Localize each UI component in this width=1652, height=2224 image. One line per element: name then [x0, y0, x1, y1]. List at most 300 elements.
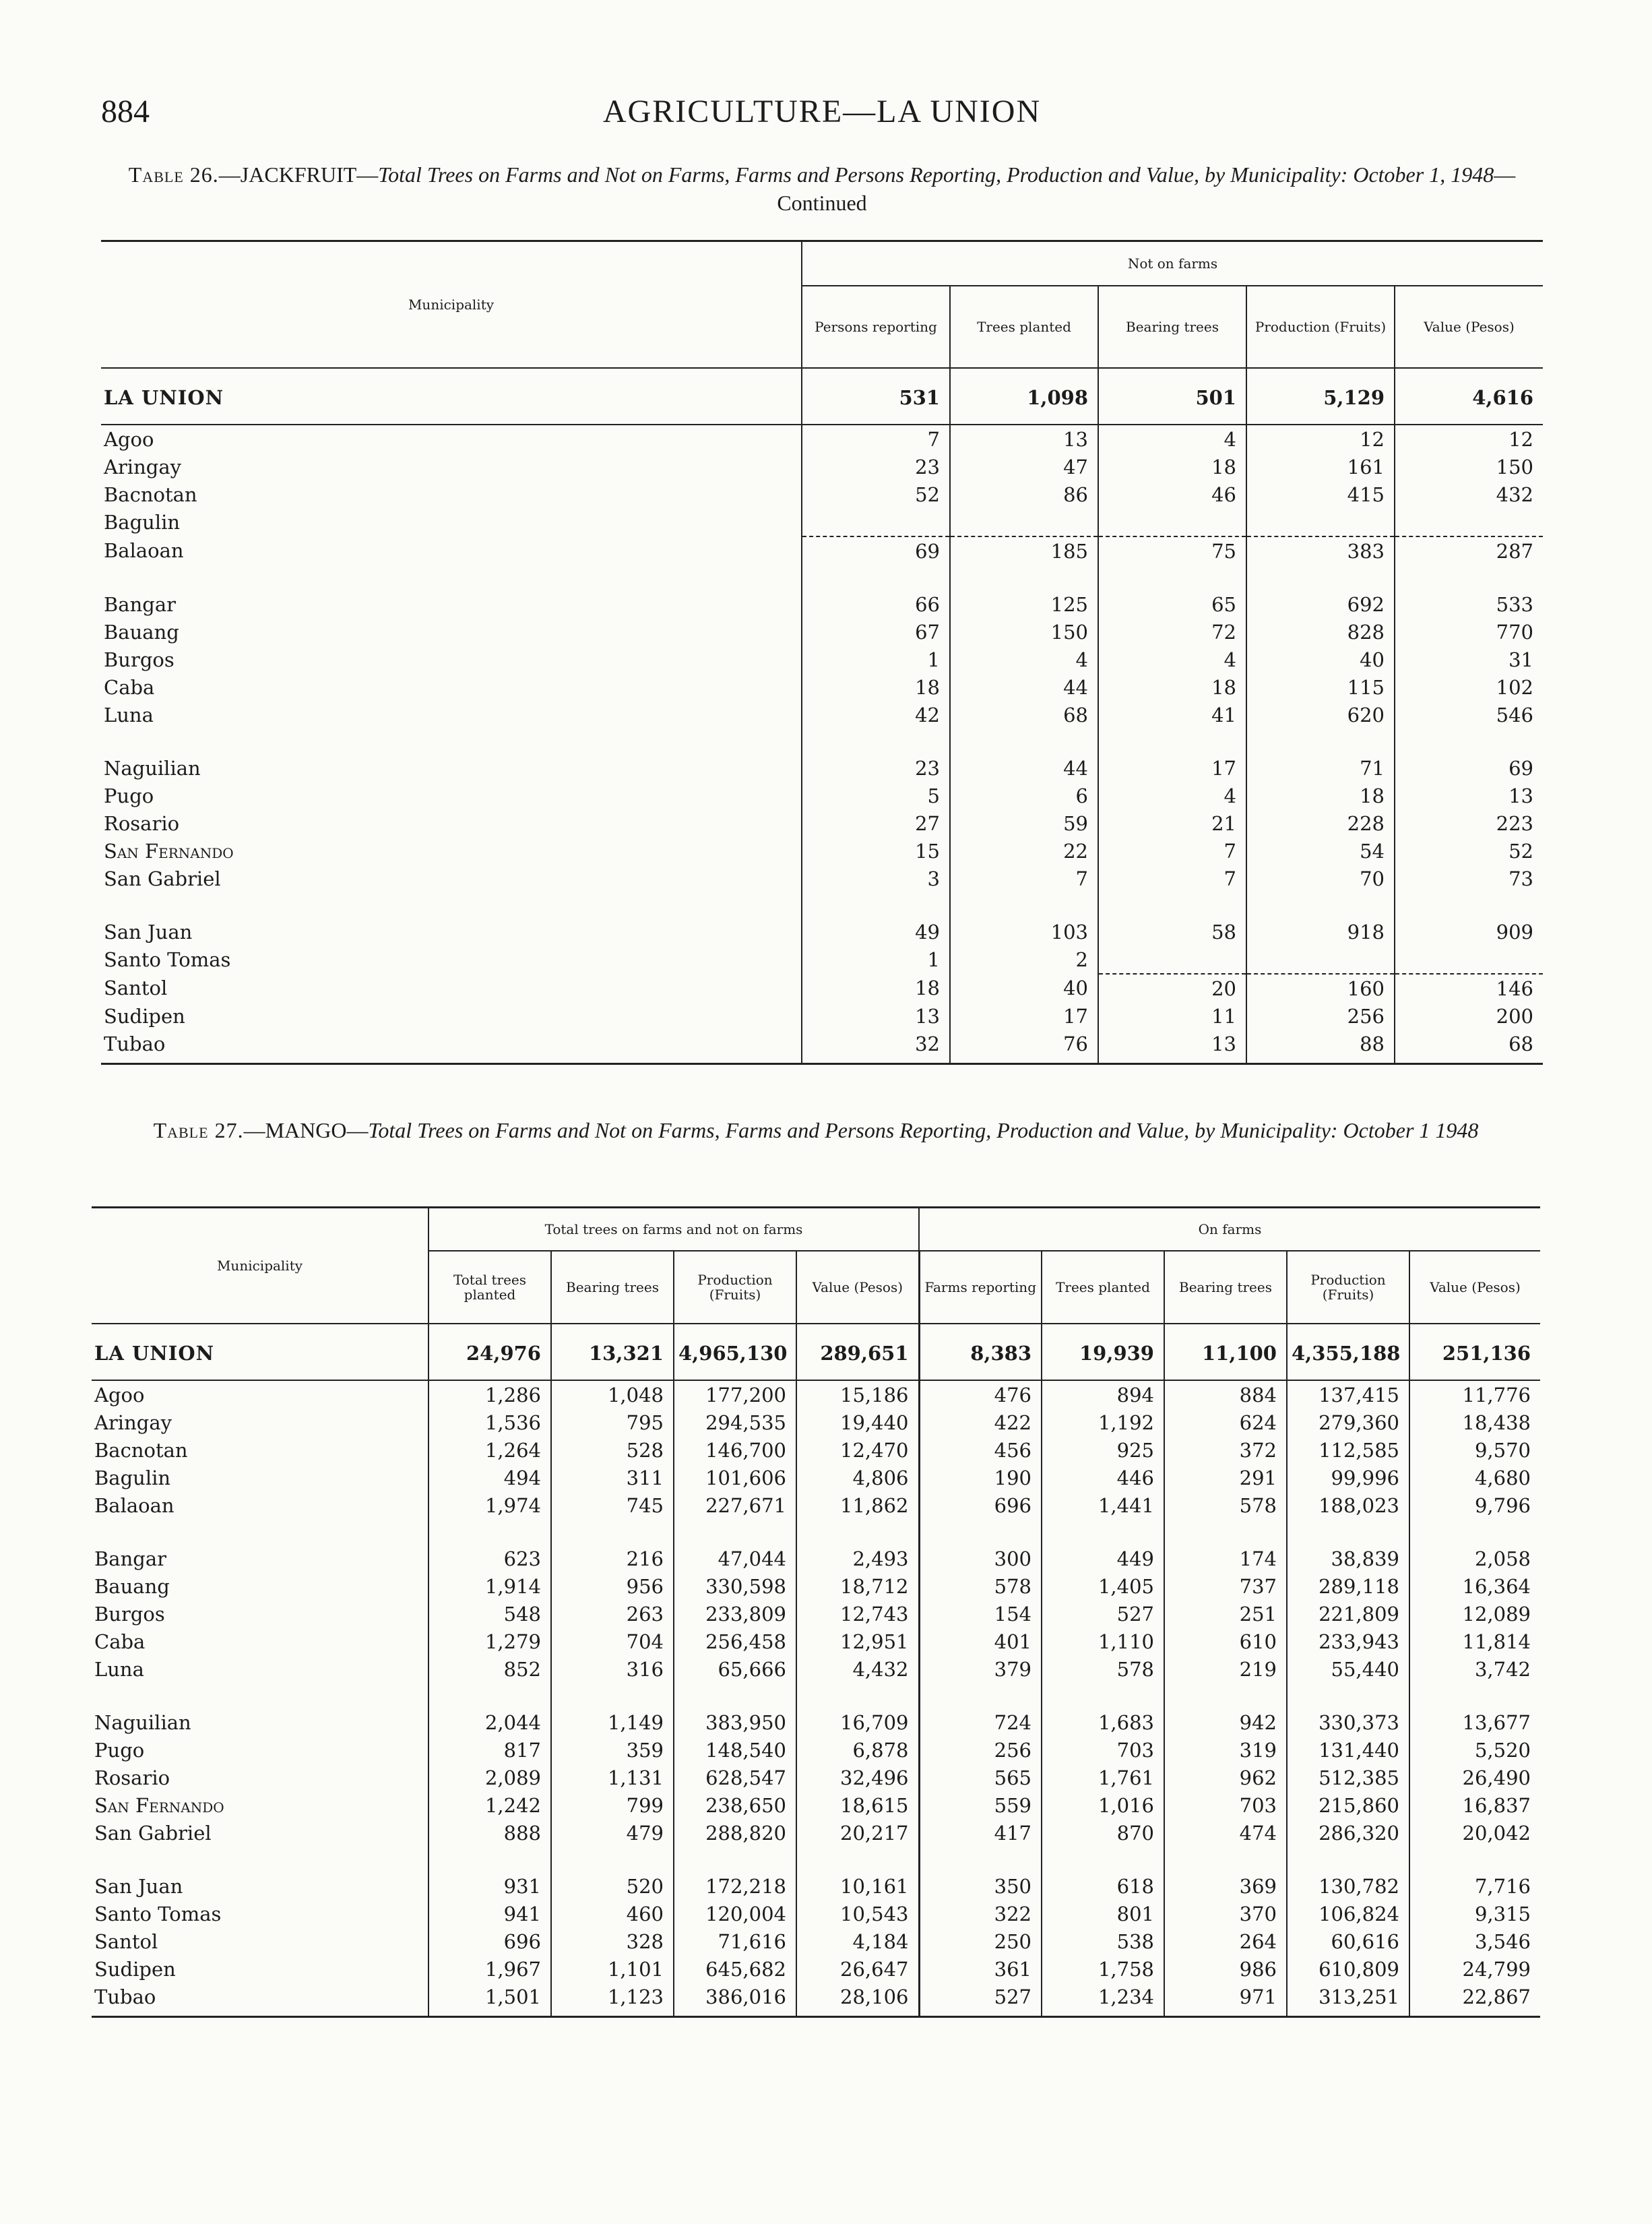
t27-cell-bearing-trees: 737 — [1164, 1572, 1287, 1600]
t26-cell-bearing-trees — [1098, 946, 1246, 974]
t27-cell-bearing-trees: 610 — [1164, 1628, 1287, 1655]
t27-cell-value-pesos: 15,186 — [796, 1380, 919, 1409]
t27-cell-trees-planted: 538 — [1042, 1927, 1164, 1955]
t27-cell-trees-planted: 1,234 — [1042, 1983, 1164, 2010]
t27-cell-production-fruits: 106,824 — [1287, 1900, 1409, 1927]
t26-cell-value-pesos: 12 — [1395, 425, 1543, 453]
t27-cell-production-fruits: 4,965,130 — [674, 1334, 796, 1373]
t26-cell-trees-planted — [950, 508, 1098, 536]
t27-cell-value-pesos: 3,742 — [1409, 1655, 1540, 1683]
t27-cell-value-pesos: 26,647 — [796, 1955, 919, 1983]
t27-cell-production-fruits: 99,996 — [1287, 1464, 1409, 1491]
t27-cell-production-fruits: 238,650 — [674, 1791, 796, 1819]
t27-cell-trees-planted: 1,758 — [1042, 1955, 1164, 1983]
t27-cell-farms-reporting: 578 — [919, 1572, 1042, 1600]
t27-cell-bearing-trees: 319 — [1164, 1736, 1287, 1764]
t27-cell-bearing-trees: 219 — [1164, 1655, 1287, 1683]
t27-cell-production-fruits: 288,820 — [674, 1819, 796, 1847]
t26-cell-bearing-trees: 18 — [1098, 673, 1246, 701]
t27-cell-value-pesos: 2,493 — [796, 1545, 919, 1572]
t27-cell-value-pesos: 9,315 — [1409, 1900, 1540, 1927]
t26-cell-persons-reporting: 1 — [802, 646, 950, 673]
t26-cell-value-pesos: 69 — [1395, 754, 1543, 782]
municipality-name: Santo Tomas — [94, 1902, 222, 1925]
t26-cell-bearing-trees: 13 — [1098, 1030, 1246, 1057]
municipality-name: Balaoan — [104, 539, 184, 562]
t26-cell-bearing-trees: 72 — [1098, 618, 1246, 646]
table27-header-on-farms: On farms — [919, 1208, 1540, 1252]
t27-cell-value-pesos: 251,136 — [1409, 1334, 1540, 1373]
municipality-name: Bauang — [94, 1574, 170, 1598]
t27-cell-bearing-trees: 372 — [1164, 1436, 1287, 1464]
t27-cell-trees-planted: 1,110 — [1042, 1628, 1164, 1655]
t27-cell-total-trees-planted: 1,914 — [428, 1572, 551, 1600]
t26-cell-trees-planted: 150 — [950, 618, 1098, 646]
t27-col-trees-planted: Trees planted — [1042, 1251, 1164, 1324]
municipality-name: Naguilian — [94, 1710, 191, 1734]
t27-cell-farms-reporting: 300 — [919, 1545, 1042, 1572]
municipality-name: Caba — [94, 1630, 146, 1653]
municipality-name: Caba — [104, 675, 155, 699]
t27-cell-total-trees-planted: 931 — [428, 1872, 551, 1900]
t26-row-caba — [101, 673, 1543, 701]
t26-cell-bearing-trees: 4 — [1098, 646, 1246, 673]
t27-cell-production-fruits: 177,200 — [674, 1380, 796, 1409]
t27-cell-production-fruits: 233,809 — [674, 1600, 796, 1628]
t27-cell-value-pesos: 16,837 — [1409, 1791, 1540, 1819]
table27 — [92, 1206, 1540, 2018]
table27-header-municipality: Municipality — [92, 1208, 428, 1324]
t26-cell-value-pesos — [1395, 946, 1543, 974]
t26-cell-persons-reporting: 531 — [802, 378, 950, 417]
t27-row-bagulin — [92, 1464, 1540, 1491]
t26-row-bagulin — [101, 508, 1543, 536]
t27-cell-bearing-trees: 799 — [551, 1791, 674, 1819]
t26-cell-persons-reporting: 18 — [802, 673, 950, 701]
t27-cell-value-pesos: 9,570 — [1409, 1436, 1540, 1464]
t26-cell-trees-planted: 59 — [950, 809, 1098, 837]
t26-cell-production-fruits — [1246, 946, 1395, 974]
t27-row-sudipen — [92, 1955, 1540, 1983]
t26-cell-trees-planted: 47 — [950, 453, 1098, 481]
t26-cell-persons-reporting — [802, 508, 950, 536]
t27-cell-bearing-trees: 359 — [551, 1736, 674, 1764]
t27-cell-production-fruits: 38,839 — [1287, 1545, 1409, 1572]
t26-cell-value-pesos: 52 — [1395, 837, 1543, 865]
t27-cell-value-pesos: 12,743 — [796, 1600, 919, 1628]
t26-cell-production-fruits: 160 — [1246, 974, 1395, 1002]
t27-cell-total-trees-planted: 2,044 — [428, 1708, 551, 1736]
t26-row-san-fernando — [101, 837, 1543, 865]
t27-row-pugo — [92, 1736, 1540, 1764]
t27-cell-total-trees-planted: 817 — [428, 1736, 551, 1764]
municipality-name: Pugo — [94, 1738, 145, 1762]
t26-cell-bearing-trees: 75 — [1098, 536, 1246, 565]
t27-col-bearing-trees: Bearing trees — [551, 1251, 674, 1324]
t26-cell-persons-reporting: 5 — [802, 782, 950, 809]
t27-row-san-juan — [92, 1872, 1540, 1900]
municipality-name: San Fernando — [104, 839, 234, 863]
t27-cell-production-fruits: 233,943 — [1287, 1628, 1409, 1655]
t27-cell-bearing-trees: 316 — [551, 1655, 674, 1683]
t26-cell-persons-reporting: 23 — [802, 453, 950, 481]
t27-cell-bearing-trees: 11,100 — [1164, 1334, 1287, 1373]
t26-cell-value-pesos: 200 — [1395, 1002, 1543, 1030]
t26-cell-trees-planted: 22 — [950, 837, 1098, 865]
t27-cell-bearing-trees: 1,131 — [551, 1764, 674, 1791]
t27-cell-production-fruits: 330,373 — [1287, 1708, 1409, 1736]
t27-cell-bearing-trees: 370 — [1164, 1900, 1287, 1927]
t27-cell-bearing-trees: 884 — [1164, 1380, 1287, 1409]
t27-row-san-fernando — [92, 1791, 1540, 1819]
t26-cell-bearing-trees: 4 — [1098, 425, 1246, 453]
t26-col-bearing-trees: Bearing trees — [1098, 286, 1246, 368]
t26-cell-production-fruits: 12 — [1246, 425, 1395, 453]
t27-cell-value-pesos: 5,520 — [1409, 1736, 1540, 1764]
t26-cell-value-pesos: 31 — [1395, 646, 1543, 673]
t27-cell-bearing-trees: 745 — [551, 1491, 674, 1519]
t26-cell-production-fruits: 54 — [1246, 837, 1395, 865]
t26-cell-bearing-trees: 58 — [1098, 918, 1246, 946]
t27-cell-trees-planted: 19,939 — [1042, 1334, 1164, 1373]
t27-cell-value-pesos: 18,712 — [796, 1572, 919, 1600]
t27-cell-bearing-trees: 795 — [551, 1409, 674, 1436]
t27-cell-value-pesos: 19,440 — [796, 1409, 919, 1436]
t26-row-agoo — [101, 425, 1543, 453]
t27-cell-total-trees-planted: 623 — [428, 1545, 551, 1572]
t27-cell-production-fruits: 383,950 — [674, 1708, 796, 1736]
t26-cell-trees-planted: 1,098 — [950, 378, 1098, 417]
t26-cell-production-fruits — [1246, 508, 1395, 536]
t26-cell-production-fruits: 70 — [1246, 865, 1395, 892]
t27-cell-bearing-trees: 986 — [1164, 1955, 1287, 1983]
municipality-name: Aringay — [104, 455, 181, 478]
table27-header-total-trees: Total trees on farms and not on farms — [428, 1208, 919, 1252]
t27-cell-value-pesos: 10,161 — [796, 1872, 919, 1900]
t26-cell-production-fruits: 415 — [1246, 481, 1395, 508]
t26-cell-production-fruits: 828 — [1246, 618, 1395, 646]
t27-row-burgos — [92, 1600, 1540, 1628]
t26-cell-value-pesos: 150 — [1395, 453, 1543, 481]
table26-caption-subject: —JACKFRUIT— — [218, 162, 379, 187]
t27-cell-farms-reporting: 350 — [919, 1872, 1042, 1900]
municipality-name: Bangar — [104, 592, 176, 616]
t26-cell-value-pesos: 102 — [1395, 673, 1543, 701]
t26-cell-bearing-trees: 20 — [1098, 974, 1246, 1002]
t26-row-san-gabriel — [101, 865, 1543, 892]
t26-cell-bearing-trees: 65 — [1098, 590, 1246, 618]
t27-cell-trees-planted: 446 — [1042, 1464, 1164, 1491]
t26-cell-value-pesos: 287 — [1395, 536, 1543, 565]
t26-cell-trees-planted: 76 — [950, 1030, 1098, 1057]
t27-row-tubao — [92, 1983, 1540, 2010]
t27-cell-bearing-trees: 1,101 — [551, 1955, 674, 1983]
municipality-name: San Gabriel — [94, 1821, 212, 1845]
t26-cell-trees-planted: 6 — [950, 782, 1098, 809]
t27-cell-production-fruits: 146,700 — [674, 1436, 796, 1464]
t27-cell-production-fruits: 512,385 — [1287, 1764, 1409, 1791]
t27-row-naguilian — [92, 1708, 1540, 1736]
t26-cell-trees-planted: 86 — [950, 481, 1098, 508]
municipality-name: Bauang — [104, 620, 179, 644]
table27-body — [92, 1324, 1540, 2017]
municipality-name: Naguilian — [104, 756, 201, 780]
t26-cell-production-fruits: 115 — [1246, 673, 1395, 701]
t27-cell-value-pesos: 11,862 — [796, 1491, 919, 1519]
t26-row-bauang — [101, 618, 1543, 646]
t27-cell-farms-reporting: 190 — [919, 1464, 1042, 1491]
municipality-name: San Juan — [104, 920, 193, 944]
t26-col-persons-reporting: Persons reporting — [802, 286, 950, 368]
t27-cell-value-pesos: 11,776 — [1409, 1380, 1540, 1409]
t26-cell-value-pesos: 533 — [1395, 590, 1543, 618]
t26-cell-trees-planted: 44 — [950, 673, 1098, 701]
municipality-name: Burgos — [104, 648, 174, 671]
t26-cell-bearing-trees — [1098, 508, 1246, 536]
t27-cell-trees-planted: 801 — [1042, 1900, 1164, 1927]
t27-row-agoo — [92, 1380, 1540, 1409]
municipality-name: Luna — [94, 1657, 144, 1681]
t27-cell-production-fruits: 148,540 — [674, 1736, 796, 1764]
t26-cell-persons-reporting: 69 — [802, 536, 950, 565]
t26-cell-bearing-trees: 18 — [1098, 453, 1246, 481]
t27-cell-value-pesos: 10,543 — [796, 1900, 919, 1927]
t27-cell-bearing-trees: 1,048 — [551, 1380, 674, 1409]
t27-cell-farms-reporting: 250 — [919, 1927, 1042, 1955]
t26-row-rosario — [101, 809, 1543, 837]
t27-cell-bearing-trees: 704 — [551, 1628, 674, 1655]
t27-cell-total-trees-planted: 1,536 — [428, 1409, 551, 1436]
t27-cell-farms-reporting: 379 — [919, 1655, 1042, 1683]
t27-cell-production-fruits: 227,671 — [674, 1491, 796, 1519]
t26-cell-persons-reporting: 13 — [802, 1002, 950, 1030]
municipality-name: San Fernando — [94, 1793, 224, 1817]
t27-cell-total-trees-planted: 1,974 — [428, 1491, 551, 1519]
t27-cell-value-pesos: 12,089 — [1409, 1600, 1540, 1628]
t27-cell-bearing-trees: 251 — [1164, 1600, 1287, 1628]
t27-cell-farms-reporting: 696 — [919, 1491, 1042, 1519]
t27-cell-production-fruits: 47,044 — [674, 1545, 796, 1572]
t27-cell-bearing-trees: 311 — [551, 1464, 674, 1491]
t27-cell-production-fruits: 137,415 — [1287, 1380, 1409, 1409]
t27-cell-production-fruits: 221,809 — [1287, 1600, 1409, 1628]
municipality-name: Santol — [94, 1929, 158, 1953]
t27-cell-total-trees-planted: 1,501 — [428, 1983, 551, 2010]
t27-col-bearing-trees: Bearing trees — [1164, 1251, 1287, 1324]
t27-row-santo-tomas — [92, 1900, 1540, 1927]
municipality-name: Balaoan — [94, 1493, 174, 1517]
municipality-name: Agoo — [104, 427, 154, 451]
t27-cell-production-fruits: 4,355,188 — [1287, 1334, 1409, 1373]
t27-cell-trees-planted: 1,683 — [1042, 1708, 1164, 1736]
t26-cell-value-pesos: 73 — [1395, 865, 1543, 892]
t26-row-santo-tomas — [101, 946, 1543, 974]
t27-cell-farms-reporting: 476 — [919, 1380, 1042, 1409]
t27-cell-total-trees-planted: 1,279 — [428, 1628, 551, 1655]
t26-row-aringay — [101, 453, 1543, 481]
t26-cell-bearing-trees: 7 — [1098, 865, 1246, 892]
t26-row-tubao — [101, 1030, 1543, 1057]
t27-row-santol — [92, 1927, 1540, 1955]
t26-cell-value-pesos: 909 — [1395, 918, 1543, 946]
t27-cell-bearing-trees: 971 — [1164, 1983, 1287, 2010]
t27-row-san-gabriel — [92, 1819, 1540, 1847]
t27-cell-bearing-trees: 962 — [1164, 1764, 1287, 1791]
t26-cell-production-fruits: 383 — [1246, 536, 1395, 565]
municipality-name: Rosario — [104, 811, 180, 835]
t27-cell-value-pesos: 18,615 — [796, 1791, 919, 1819]
t26-cell-bearing-trees: 41 — [1098, 701, 1246, 729]
t27-cell-value-pesos: 4,680 — [1409, 1464, 1540, 1491]
t27-cell-value-pesos: 22,867 — [1409, 1983, 1540, 2010]
t27-cell-production-fruits: 120,004 — [674, 1900, 796, 1927]
t26-cell-persons-reporting: 32 — [802, 1030, 950, 1057]
t26-total-row — [101, 378, 1543, 417]
table26 — [101, 240, 1543, 1065]
t26-cell-persons-reporting: 42 — [802, 701, 950, 729]
t27-cell-production-fruits: 55,440 — [1287, 1655, 1409, 1683]
t27-cell-total-trees-planted: 1,967 — [428, 1955, 551, 1983]
t27-cell-bearing-trees: 956 — [551, 1572, 674, 1600]
municipality-name: Bagulin — [94, 1466, 171, 1489]
t26-cell-trees-planted: 103 — [950, 918, 1098, 946]
t27-cell-trees-planted: 1,192 — [1042, 1409, 1164, 1436]
t27-cell-production-fruits: 188,023 — [1287, 1491, 1409, 1519]
t27-cell-value-pesos: 7,716 — [1409, 1872, 1540, 1900]
t27-cell-production-fruits: 215,860 — [1287, 1791, 1409, 1819]
t27-cell-bearing-trees: 474 — [1164, 1819, 1287, 1847]
municipality-name: Luna — [104, 703, 154, 727]
t26-cell-value-pesos: 770 — [1395, 618, 1543, 646]
t27-cell-value-pesos: 2,058 — [1409, 1545, 1540, 1572]
t27-cell-bearing-trees: 264 — [1164, 1927, 1287, 1955]
t26-cell-bearing-trees: 11 — [1098, 1002, 1246, 1030]
t26-col-production-fruits: Production (Fruits) — [1246, 286, 1395, 368]
municipality-name: Rosario — [94, 1766, 170, 1789]
t27-cell-production-fruits: 286,320 — [1287, 1819, 1409, 1847]
t26-cell-bearing-trees: 7 — [1098, 837, 1246, 865]
t27-cell-farms-reporting: 559 — [919, 1791, 1042, 1819]
t27-col-value-pesos: Value (Pesos) — [796, 1251, 919, 1324]
t27-cell-bearing-trees: 1,149 — [551, 1708, 674, 1736]
t27-cell-farms-reporting: 361 — [919, 1955, 1042, 1983]
t26-col-trees-planted: Trees planted — [950, 286, 1098, 368]
municipality-name: San Juan — [94, 1874, 183, 1898]
t26-row-burgos — [101, 646, 1543, 673]
t27-cell-trees-planted: 578 — [1042, 1655, 1164, 1683]
t27-row-caba — [92, 1628, 1540, 1655]
t27-cell-bearing-trees: 703 — [1164, 1791, 1287, 1819]
municipality-name: Tubao — [94, 1985, 156, 2008]
t27-cell-value-pesos: 6,878 — [796, 1736, 919, 1764]
t26-cell-trees-planted: 68 — [950, 701, 1098, 729]
t27-cell-production-fruits: 256,458 — [674, 1628, 796, 1655]
municipality-name: Bacnotan — [104, 483, 197, 506]
t27-row-bacnotan — [92, 1436, 1540, 1464]
t27-cell-production-fruits: 172,218 — [674, 1872, 796, 1900]
t27-cell-trees-planted: 527 — [1042, 1600, 1164, 1628]
t26-cell-trees-planted: 125 — [950, 590, 1098, 618]
t27-col-value-pesos: Value (Pesos) — [1409, 1251, 1540, 1324]
t26-cell-persons-reporting: 18 — [802, 974, 950, 1002]
t26-cell-value-pesos: 546 — [1395, 701, 1543, 729]
t27-cell-farms-reporting: 322 — [919, 1900, 1042, 1927]
municipality-name: Santol — [104, 977, 168, 999]
t27-cell-bearing-trees: 460 — [551, 1900, 674, 1927]
t27-cell-production-fruits: 289,118 — [1287, 1572, 1409, 1600]
t27-row-aringay — [92, 1409, 1540, 1436]
table26-caption-label: Table 26. — [128, 162, 219, 187]
t27-cell-total-trees-planted: 1,286 — [428, 1380, 551, 1409]
t26-cell-trees-planted: 2 — [950, 946, 1098, 974]
t27-cell-total-trees-planted: 494 — [428, 1464, 551, 1491]
t27-cell-bearing-trees: 520 — [551, 1872, 674, 1900]
municipality-name: San Gabriel — [104, 867, 221, 890]
t27-cell-production-fruits: 60,616 — [1287, 1927, 1409, 1955]
t27-cell-bearing-trees: 291 — [1164, 1464, 1287, 1491]
t26-cell-persons-reporting: 67 — [802, 618, 950, 646]
t27-cell-value-pesos: 289,651 — [796, 1334, 919, 1373]
t26-cell-persons-reporting: 66 — [802, 590, 950, 618]
municipality-name: Bangar — [94, 1547, 166, 1570]
t26-cell-production-fruits: 918 — [1246, 918, 1395, 946]
t27-col-farms-reporting: Farms reporting — [919, 1251, 1042, 1324]
t26-cell-production-fruits: 161 — [1246, 453, 1395, 481]
t27-cell-bearing-trees: 1,123 — [551, 1983, 674, 2010]
t26-cell-persons-reporting: 27 — [802, 809, 950, 837]
t26-cell-persons-reporting: 1 — [802, 946, 950, 974]
t26-cell-persons-reporting: 7 — [802, 425, 950, 453]
t27-cell-trees-planted: 894 — [1042, 1380, 1164, 1409]
t26-row-sudipen — [101, 1002, 1543, 1030]
page-header — [101, 93, 1543, 140]
municipality-name: LA UNION — [104, 386, 224, 409]
page-number: 884 — [101, 94, 150, 129]
table27-caption-label: Table 27. — [153, 1118, 244, 1142]
t27-cell-value-pesos: 26,490 — [1409, 1764, 1540, 1791]
t27-cell-total-trees-planted: 1,264 — [428, 1436, 551, 1464]
t27-cell-trees-planted: 925 — [1042, 1436, 1164, 1464]
t26-cell-trees-planted: 13 — [950, 425, 1098, 453]
t27-cell-farms-reporting: 256 — [919, 1736, 1042, 1764]
t27-cell-production-fruits: 610,809 — [1287, 1955, 1409, 1983]
t27-cell-production-fruits: 130,782 — [1287, 1872, 1409, 1900]
t27-cell-value-pesos: 4,184 — [796, 1927, 919, 1955]
municipality-name: Bagulin — [104, 511, 181, 534]
t27-cell-production-fruits: 112,585 — [1287, 1436, 1409, 1464]
table27-caption-subject: —MANGO— — [243, 1118, 369, 1142]
t26-row-santol — [101, 974, 1543, 1002]
t26-cell-production-fruits: 40 — [1246, 646, 1395, 673]
t26-cell-value-pesos — [1395, 508, 1543, 536]
t27-cell-value-pesos: 24,799 — [1409, 1955, 1540, 1983]
t26-row-bangar — [101, 590, 1543, 618]
t27-cell-farms-reporting: 8,383 — [919, 1334, 1042, 1373]
t26-cell-production-fruits: 18 — [1246, 782, 1395, 809]
t26-cell-value-pesos: 432 — [1395, 481, 1543, 508]
t27-total-row — [92, 1334, 1540, 1373]
t27-cell-value-pesos: 28,106 — [796, 1983, 919, 2010]
t27-cell-farms-reporting: 565 — [919, 1764, 1042, 1791]
t27-cell-value-pesos: 12,470 — [796, 1436, 919, 1464]
t26-cell-value-pesos: 223 — [1395, 809, 1543, 837]
t27-cell-total-trees-planted: 1,242 — [428, 1791, 551, 1819]
t27-cell-total-trees-planted: 24,976 — [428, 1334, 551, 1373]
t27-cell-bearing-trees: 328 — [551, 1927, 674, 1955]
t27-cell-bearing-trees: 174 — [1164, 1545, 1287, 1572]
t26-cell-bearing-trees: 17 — [1098, 754, 1246, 782]
t27-cell-total-trees-planted: 696 — [428, 1927, 551, 1955]
